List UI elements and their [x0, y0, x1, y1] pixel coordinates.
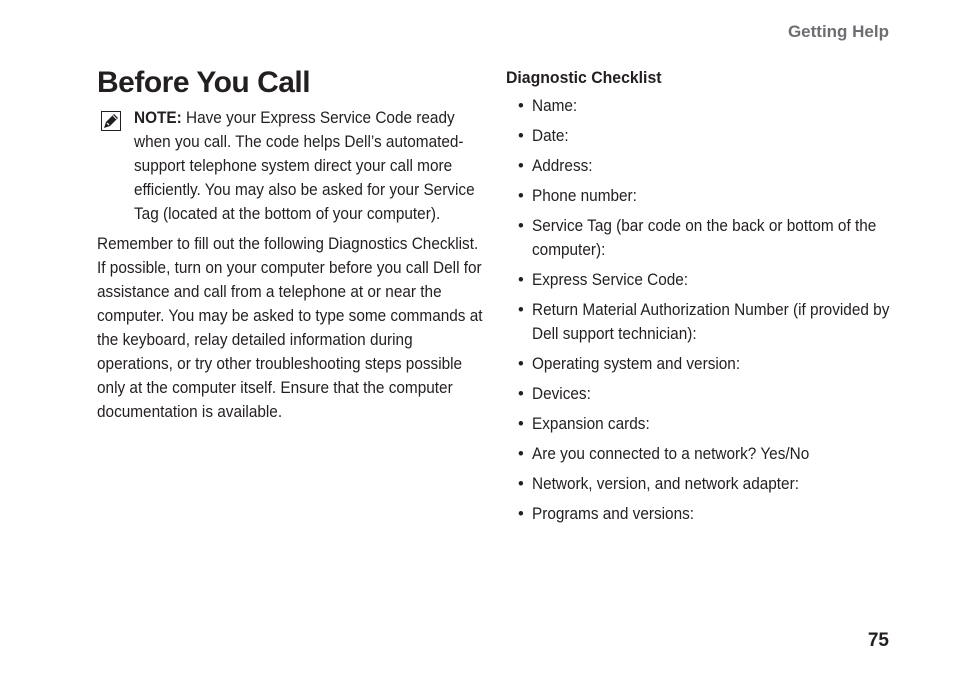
- bullet: •: [518, 301, 524, 319]
- checklist-item: [518, 94, 896, 118]
- left-column: [97, 64, 487, 424]
- bullet: •: [518, 97, 524, 115]
- bullet: •: [518, 445, 524, 463]
- checklist-item-text: Service Tag (bar code on the back or bottom of the computer):: [532, 217, 877, 259]
- bullet: •: [518, 385, 524, 403]
- running-header: Getting Help: [787, 22, 889, 41]
- bullet: •: [518, 475, 524, 493]
- checklist-item-text: Phone number:: [532, 187, 637, 205]
- right-column: [506, 67, 896, 532]
- checklist-item: [518, 268, 896, 292]
- checklist-item-text: Operating system and version:: [532, 355, 741, 373]
- checklist-item: [518, 442, 896, 466]
- checklist-item: [518, 298, 896, 346]
- bullet: •: [518, 217, 524, 235]
- intro-paragraph: Remember to fill out the following Diagnostics Checklist. If possible, turn on your computer before you call Dell for assistance and call from a telephone at or near the computer. You may be asked to type some commands at the keyboard, relay detailed information during operations, or try other troubleshooting steps possible only at the computer itself. Ensure that the computer documentation is available.: [97, 235, 483, 421]
- checklist-item: [518, 502, 896, 526]
- checklist-item-text: Date:: [532, 127, 569, 145]
- checklist-item-text: Express Service Code:: [532, 271, 689, 289]
- note-pencil-icon: [101, 111, 121, 131]
- checklist-item: [518, 352, 896, 376]
- bullet: •: [518, 157, 524, 175]
- checklist-item-text: Programs and versions:: [532, 505, 695, 523]
- checklist-item: [518, 412, 896, 436]
- checklist-title: Diagnostic Checklist: [506, 68, 662, 87]
- page-title: Before You Call: [97, 66, 311, 99]
- checklist-item-text: Address:: [532, 157, 593, 175]
- checklist-item-text: Expansion cards:: [532, 415, 650, 433]
- checklist-item: [518, 382, 896, 406]
- checklist-item: [518, 472, 896, 496]
- bullet: •: [518, 271, 524, 289]
- bullet: •: [518, 355, 524, 373]
- checklist-item-text: Name:: [532, 97, 578, 115]
- checklist-item: [518, 124, 896, 148]
- page-number: 75: [867, 630, 889, 651]
- diagnostic-checklist: [506, 94, 896, 526]
- checklist-item: [518, 214, 896, 262]
- bullet: •: [518, 505, 524, 523]
- bullet: •: [518, 127, 524, 145]
- note-block: [97, 106, 487, 226]
- checklist-item: [518, 184, 896, 208]
- bullet: •: [518, 187, 524, 205]
- checklist-item-text: Are you connected to a network? Yes/No: [532, 445, 810, 463]
- bullet: •: [518, 415, 524, 433]
- checklist-item-text: Network, version, and network adapter:: [532, 475, 799, 493]
- intro-paragraph-block: [97, 232, 487, 424]
- checklist-item-text: Devices:: [532, 385, 591, 403]
- note-body: Have your Express Service Code ready when you call. The code helps Dell’s automated-support telephone system direct your call more efficiently. You may also be asked for your Service Tag (located at the bottom of your computer).: [134, 109, 475, 223]
- note-label: NOTE:: [134, 109, 182, 127]
- checklist-item: [518, 154, 896, 178]
- note-text: [134, 106, 483, 226]
- checklist-item-text: Return Material Authorization Number (if provided by Dell support technician):: [532, 301, 890, 343]
